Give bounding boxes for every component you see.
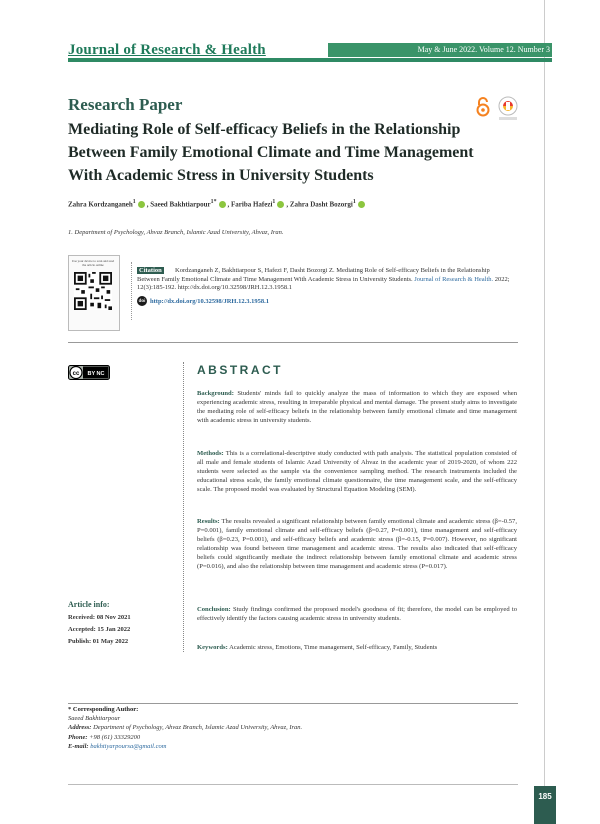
address-label: Address: [68,724,92,731]
email-link[interactable]: bakhtiyarpoursa@gmail.com [90,743,167,750]
keywords-text: Academic stress, Emotions, Time management, Self-efficacy, Family, Students [229,644,438,651]
author-sup: 1* [210,199,217,205]
methods-text: This is a correlational-descriptive study conducted with path analysis. The statistical population consisted of all male and female students of Islamic Azad University of Ahvaz in the academic year of 2019-2020, of whom 222 students were selected as the sample via the convenience sampling method. The research instruments included the educational stress scale, the family emotional climate questionnaire, the time management scale, and the self-efficacy scale. The proposed model was evaluated by Structural Equation Modeling (SEM). [197,450,518,493]
corresponding-phone [68,734,140,741]
page-number: 185 [538,792,552,801]
citation-journal-link[interactable]: Journal of Research & Health. [414,275,494,283]
author-sup: 1 [352,199,356,205]
received-date: Received: 08 Nov 2021 [68,614,131,621]
methods-label: Methods: [197,450,224,457]
affiliation: 1. Department of Psychology, Ahvaz Branch, Islamic Azad University, Ahvaz, Iran. [68,229,284,236]
address-text: Department of Psychology, Ahvaz Branch, Islamic Azad University, Ahvaz, Iran. [93,724,303,731]
accepted-date: Accepted: 15 Jan 2022 [68,626,131,633]
results-label: Results: [197,518,220,525]
journal-header-bar [68,58,552,62]
abstract-heading: ABSTRACT [197,363,283,377]
orcid-icon[interactable] [138,201,145,208]
corresponding-email [68,743,166,750]
phone-text: +98 (61) 33329200 [89,734,141,741]
license-label: BY NC [87,371,105,377]
orcid-icon[interactable] [277,201,284,208]
author-name: Fariba Hafezi [231,200,273,209]
corresponding-heading: * Corresponding Author: [68,706,139,713]
keywords-label: Keywords: [197,644,228,651]
journal-name: Journal of Research & Health [68,42,266,58]
corresponding-name: Saeed Bakhtiarpour [68,715,121,722]
citation-body: Kordzanganeh Z, Bakhtiarpour S, Hafezi F, Dasht Bozorgi Z. Mediating Role of Self-efficacy Beliefs in the Relationship Between Family Emotional Climate and Time Management With Academic Stress in University Students. [137,267,490,283]
orcid-icon[interactable] [358,201,365,208]
divider-rule [68,703,518,704]
author-sup: 1 [132,199,136,205]
email-label: E-mail: [68,743,89,750]
cc-by-nc-icon[interactable] [68,365,110,380]
conclusion-label: Conclusion: [197,606,231,613]
published-date: Publish: 01 May 2022 [68,638,129,645]
open-access-icon [476,97,490,117]
background-text: Students' minds fail to quickly analyze the mass of information to which they are exposed when experiencing academic stress, resulting in irreparable physical and mental damage. The present study aims to investigate the mediating role of self-efficacy beliefs in the relationship between family emotional climate and time management with academic stress in university students. [197,390,517,424]
svg-text:cc: cc [72,371,80,377]
author-name: Saeed Bakhtiarpour [150,200,211,209]
paper-title: Mediating Role of Self-efficacy Beliefs in the Relationship Between Family Emotional Climate and Time Management With Academic Stress in University Students [68,121,474,184]
issue-info: May & June 2022. Volume 12. Number 3 [417,45,550,54]
orcid-icon[interactable] [219,201,226,208]
doi-link[interactable]: http://dx.doi.org/10.32598/JRH.12.3.1958.1 [150,298,269,305]
citation-rest: 2022; 12(3):185-192. http://dx.doi.org/10.32598/JRH.12.3.1958.1 [137,275,510,291]
abstract-background [197,390,517,426]
background-label: Background: [197,390,234,397]
conclusion-text: Study findings confirmed the proposed model's goodness of fit; therefore, the model can be employed to effectively identify the factors causing academic stress in university students. [197,606,517,622]
author-name: Zahra Kordzanganeh [68,200,133,209]
crossmark-icon[interactable] [497,96,519,122]
corresponding-address [68,724,302,731]
paper-type: Research Paper [68,95,183,114]
abstract-results [197,518,517,571]
author-sup: 1 [272,199,276,205]
results-text: The results revealed a significant relationship between family emotional climate and academic stress (β=-0.57, P=0.001), family emotional climate and self-efficacy beliefs (β=0.27, P=0.001), time management and self-efficacy beliefs (β=0.23, P=0.001), and self-efficacy beliefs and academic stress (β=-0.15, P=0.007). However, no significant relationship was found between time management and academic stress. The results also indicated that self-efficacy beliefs could significantly mediate the indirect relationship between family emotional climate and academic stress (P=0.016), and also the relationship between time management and academic stress (P=0.017). [197,518,517,570]
abstract-methods [197,450,517,495]
phone-label: Phone: [68,734,88,741]
divider-rule [68,784,518,785]
page-margin-line [544,0,545,786]
divider-rule [68,342,518,343]
column-divider [183,362,184,652]
citation-label: Citation [139,267,162,274]
author-list: Zahra Kordzanganeh$^1$ , Saeed Bakhtiarpour$^{1*}$ , Fariba Hafezi$^1$ , Zahra Dasht Bozorgi$^1$ [68,199,367,208]
article-info-heading: Article info: [68,600,110,609]
author-name: Zahra Dasht Bozorgi [289,200,353,209]
abstract-keywords [197,644,517,653]
qr-code-icon[interactable] [74,272,112,310]
citation-text [137,267,512,293]
doi-icon: doi [137,296,147,306]
abstract-conclusion [197,606,517,624]
qr-caption: Use your device to scan and read the article online [71,259,115,267]
